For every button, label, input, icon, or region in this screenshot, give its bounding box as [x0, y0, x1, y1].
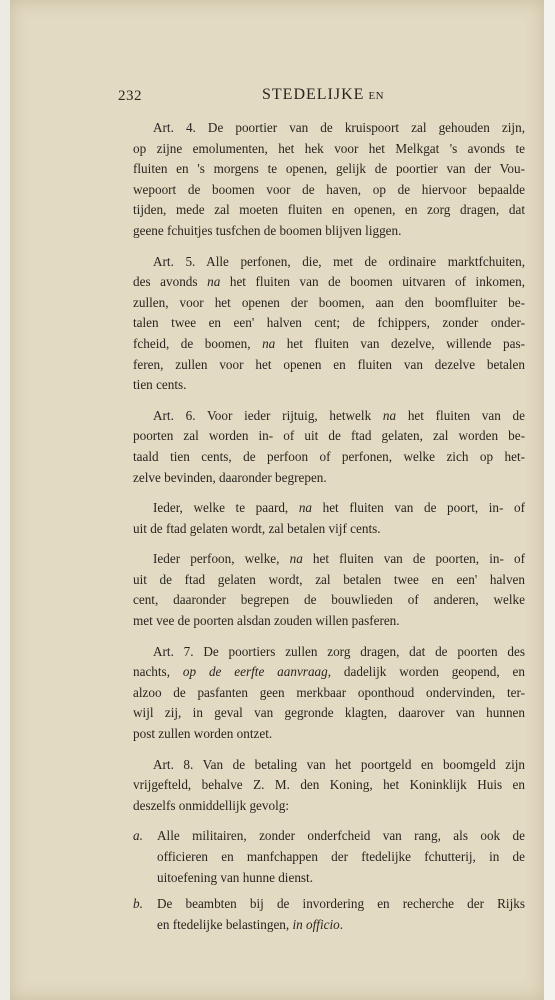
- text-line: tijden, mede zal moeten fluiten en openen, en zorg dragen, dat: [133, 202, 525, 218]
- text-line: vrijgefteld, behalve Z. M. den Koning, het Koninklijk Huis en: [133, 777, 525, 793]
- running-head-en: EN: [368, 90, 385, 102]
- text-line: uit de ftad gelaten wordt, zal betalen twee en een' halven: [133, 571, 525, 587]
- paragraph: [133, 498, 525, 539]
- text-line: en ftedelijke belastingen, in officio.: [157, 916, 344, 932]
- text-line: uitoefening van hunne dienst.: [157, 869, 314, 885]
- paragraph: [133, 755, 525, 817]
- text-line: officieren en manfchappen der ftedelijke fchutterij, in de: [157, 849, 525, 864]
- text-line: De beambten bij de invordering en recherche der Rijks: [157, 896, 525, 912]
- list-item: [133, 894, 525, 935]
- text-line: wepoort de boomen voor de haven, op de hiervoor bepaalde: [133, 181, 525, 197]
- text-line: Art. 5. Alle perfonen, die, met de ordinaire marktfchuiten,: [153, 253, 525, 269]
- text-line: Art. 6. Voor ieder rijtuig, hetwelk na het fluiten van de: [153, 407, 526, 423]
- list-marker: a.: [133, 828, 143, 844]
- paragraph: [133, 406, 525, 488]
- text-line: fluiten en 's morgens te openen, gelijk de poortier van der Vou-: [133, 161, 525, 177]
- paragraph: [133, 118, 525, 242]
- text-line: met vee de poorten alsdan zouden willen pasferen.: [133, 613, 400, 629]
- page-number: 232: [118, 88, 142, 104]
- page-header: [10, 86, 544, 108]
- paragraph: [133, 252, 525, 396]
- exemption-list: [133, 826, 525, 935]
- text-line: cent, daaronder begrepen de bouwlieden of anderen, welke: [133, 592, 525, 608]
- text-line: nachts, op de eerfte aanvraag, dadelijk worden geopend, en: [133, 664, 526, 680]
- list-marker: b.: [133, 896, 143, 912]
- text-line: Art. 4. De poortier van de kruispoort zal gehouden zijn,: [153, 120, 525, 135]
- text-line: Art. 7. De poortiers zullen zorg dragen, dat de poorten des: [153, 643, 525, 659]
- text-line: taald tien cents, de perfoon of perfonen, welke zich op het-: [133, 448, 525, 464]
- text-line: Art. 8. Van de betaling van het poortgeld en boomgeld zijn: [153, 756, 525, 772]
- text-line: Alle militairen, zonder onderfcheid van rang, als ook de: [157, 828, 525, 844]
- text-line: feren, zullen voor het openen en fluiten van dezelve betalen: [133, 356, 525, 372]
- scan-margin: [544, 0, 555, 1000]
- body-text: [133, 118, 525, 945]
- paragraph: [133, 549, 525, 631]
- text-line: zelve bevinden, daaronder begrepen.: [133, 469, 327, 485]
- text-line: poorten zal worden in- of uit de ftad gelaten, zal worden be-: [133, 428, 525, 444]
- text-line: fcheid, de boomen, na het fluiten van dezelve, willende pas-: [133, 335, 525, 351]
- list-item: [133, 826, 525, 888]
- paragraph: [133, 642, 525, 745]
- text-line: wijl zij, in geval van gegronde klagten, daarover van hunnen: [133, 705, 525, 721]
- text-line: geene fchuitjes tusfchen de boomen blijven liggen.: [133, 222, 402, 238]
- text-line: Ieder perfoon, welke, na het fluiten van de poorten, in- of: [153, 551, 525, 567]
- text-line: alzoo de pasfanten geen merkbaar oponthoud ondervinden, ter-: [133, 684, 525, 700]
- text-line: post zullen worden ontzet.: [133, 726, 273, 742]
- text-line: talen twee en een' halven cent; de fchippers, zonder onder-: [133, 315, 525, 331]
- text-line: deszelfs onmiddellijk gevolg:: [133, 797, 290, 813]
- text-line: des avonds na het fluiten van de boomen uitvaren of inkomen,: [133, 274, 525, 290]
- text-line: op zijne emolumenten, het hek voor het Melkgat 's avonds te: [133, 140, 525, 156]
- text-line: Ieder, welke te paard, na het fluiten van de poort, in- of: [153, 500, 525, 516]
- text-line: uit de ftad gelaten wordt, zal betalen vijf cents.: [133, 520, 381, 536]
- text-line: zullen, voor het openen der boomen, aan den boomfluiter be-: [133, 294, 525, 310]
- running-head: [262, 86, 384, 104]
- book-page: [10, 0, 544, 1000]
- text-line: tien cents.: [133, 377, 187, 393]
- running-head-title: STEDELIJKE: [262, 86, 365, 103]
